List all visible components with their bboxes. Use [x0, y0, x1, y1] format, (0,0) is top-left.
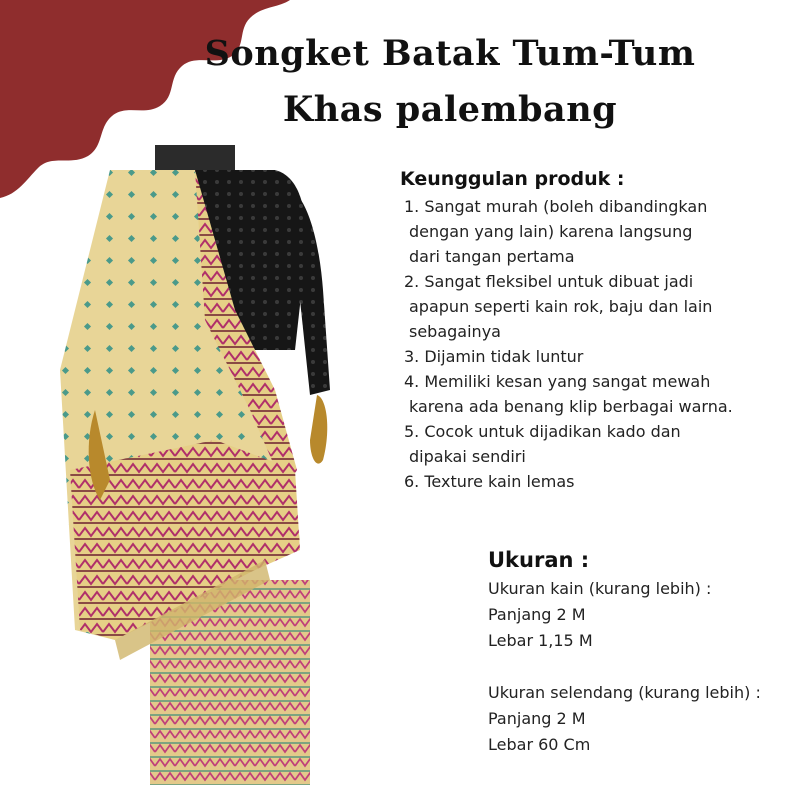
benefit-line: dipakai sendiri [409, 447, 526, 466]
benefit-item [400, 469, 780, 494]
benefit-line: 1. Sangat murah (boleh dibandingkan [404, 197, 708, 216]
benefit-line: karena ada benang klip berbagai warna. [409, 397, 733, 416]
benefit-item [400, 344, 780, 369]
selendang-length: Panjang 2 M [488, 709, 586, 728]
benefit-line: apapun seperti kain rok, baju dan lain [409, 297, 713, 316]
benefit-line: sebagainya [409, 322, 501, 341]
size-section [488, 548, 788, 758]
benefit-item [400, 369, 780, 419]
title-line-1: Songket Batak Tum-Tum [204, 33, 696, 74]
size-heading: Ukuran : [488, 548, 590, 572]
kain-width: Lebar 1,15 M [488, 631, 593, 650]
page-title [150, 26, 750, 138]
benefit-line: dari tangan pertama [409, 247, 575, 266]
benefit-line: dengan yang lain) karena langsung [409, 222, 693, 241]
benefit-line: 3. Dijamin tidak luntur [404, 347, 584, 366]
benefit-item [400, 419, 780, 469]
benefit-line: 5. Cocok untuk dijadikan kado dan [404, 422, 681, 441]
benefit-item [400, 269, 780, 344]
kain-length: Panjang 2 M [488, 605, 586, 624]
benefit-line: 4. Memiliki kesan yang sangat mewah [404, 372, 711, 391]
product-photo [55, 140, 365, 790]
benefit-item [400, 194, 780, 269]
benefit-line: 2. Sangat fleksibel untuk dibuat jadi [404, 272, 694, 291]
benefits-list [400, 194, 780, 494]
selendang-size-label: Ukuran selendang (kurang lebih) : [488, 683, 761, 702]
title-line-2: Khas palembang [282, 89, 618, 130]
selendang-width: Lebar 60 Cm [488, 735, 591, 754]
benefits-section [400, 168, 780, 494]
benefits-heading: Keunggulan produk : [400, 168, 625, 190]
benefit-line: 6. Texture kain lemas [404, 472, 575, 491]
kain-size-label: Ukuran kain (kurang lebih) : [488, 579, 712, 598]
